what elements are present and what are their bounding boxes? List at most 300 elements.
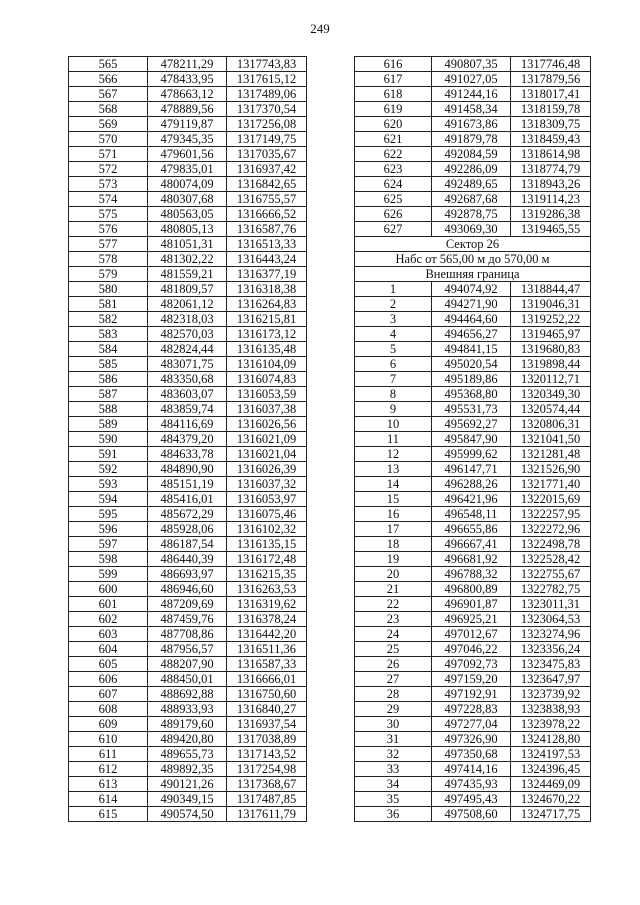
cell-x-coordinate: 497414,16 [432, 762, 511, 777]
cell-y-coordinate: 1316443,24 [227, 252, 307, 267]
table-row [69, 522, 307, 537]
cell-x-coordinate: 479601,56 [148, 147, 227, 162]
table-row [355, 522, 591, 537]
cell-x-coordinate: 487956,57 [148, 642, 227, 657]
cell-x-coordinate: 496681,92 [432, 552, 511, 567]
cell-point-number: 8 [355, 387, 432, 402]
cell-point-number: 23 [355, 612, 432, 627]
cell-y-coordinate: 1316037,38 [227, 402, 307, 417]
cell-y-coordinate: 1322755,67 [511, 567, 591, 582]
table-row [355, 702, 591, 717]
cell-y-coordinate: 1316135,15 [227, 537, 307, 552]
cell-y-coordinate: 1317035,67 [227, 147, 307, 162]
cell-point-number: 566 [69, 72, 148, 87]
cell-y-coordinate: 1317487,85 [227, 792, 307, 807]
cell-y-coordinate: 1317746,48 [511, 57, 591, 72]
table-row [69, 147, 307, 162]
table-row [355, 567, 591, 582]
table-row [355, 537, 591, 552]
cell-y-coordinate: 1322015,69 [511, 492, 591, 507]
table-row [355, 177, 591, 192]
cell-x-coordinate: 497192,91 [432, 687, 511, 702]
table-row [69, 627, 307, 642]
table-row [69, 732, 307, 747]
sector-range: Набс от 565,00 м до 570,00 м [355, 252, 591, 267]
table-row [355, 207, 591, 222]
cell-point-number: 32 [355, 747, 432, 762]
cell-x-coordinate: 478433,95 [148, 72, 227, 87]
cell-point-number: 575 [69, 207, 148, 222]
cell-y-coordinate: 1323647,97 [511, 672, 591, 687]
cell-point-number: 7 [355, 372, 432, 387]
cell-y-coordinate: 1320349,30 [511, 387, 591, 402]
table-row [355, 657, 591, 672]
table-row [69, 297, 307, 312]
cell-point-number: 620 [355, 117, 432, 132]
cell-x-coordinate: 486440,39 [148, 552, 227, 567]
cell-x-coordinate: 497508,60 [432, 807, 511, 822]
cell-x-coordinate: 491673,86 [432, 117, 511, 132]
cell-y-coordinate: 1324670,22 [511, 792, 591, 807]
cell-x-coordinate: 488207,90 [148, 657, 227, 672]
cell-x-coordinate: 478889,56 [148, 102, 227, 117]
cell-y-coordinate: 1319465,55 [511, 222, 591, 237]
table-row [69, 702, 307, 717]
cell-x-coordinate: 495999,62 [432, 447, 511, 462]
cell-y-coordinate: 1323064,53 [511, 612, 591, 627]
table-row [69, 282, 307, 297]
cell-x-coordinate: 494271,90 [432, 297, 511, 312]
table-row [69, 222, 307, 237]
cell-x-coordinate: 488450,01 [148, 672, 227, 687]
cell-point-number: 605 [69, 657, 148, 672]
cell-x-coordinate: 497495,43 [432, 792, 511, 807]
cell-point-number: 606 [69, 672, 148, 687]
cell-x-coordinate: 484890,90 [148, 462, 227, 477]
cell-x-coordinate: 489655,73 [148, 747, 227, 762]
table-row [69, 477, 307, 492]
cell-x-coordinate: 494464,60 [432, 312, 511, 327]
cell-point-number: 568 [69, 102, 148, 117]
cell-point-number: 615 [69, 807, 148, 822]
cell-x-coordinate: 496788,32 [432, 567, 511, 582]
table-row [69, 582, 307, 597]
cell-y-coordinate: 1317615,12 [227, 72, 307, 87]
table-row [355, 162, 591, 177]
cell-point-number: 578 [69, 252, 148, 267]
cell-point-number: 574 [69, 192, 148, 207]
cell-x-coordinate: 496421,96 [432, 492, 511, 507]
cell-point-number: 600 [69, 582, 148, 597]
cell-x-coordinate: 497092,73 [432, 657, 511, 672]
cell-y-coordinate: 1316102,32 [227, 522, 307, 537]
cell-y-coordinate: 1324197,53 [511, 747, 591, 762]
table-row [69, 102, 307, 117]
table-row [69, 777, 307, 792]
table-row [69, 462, 307, 477]
table-row [355, 87, 591, 102]
cell-y-coordinate: 1317143,52 [227, 747, 307, 762]
cell-x-coordinate: 495020,54 [432, 357, 511, 372]
cell-y-coordinate: 1318309,75 [511, 117, 591, 132]
cell-x-coordinate: 497228,83 [432, 702, 511, 717]
table-row [69, 117, 307, 132]
table-row [69, 492, 307, 507]
table-row [69, 762, 307, 777]
cell-point-number: 9 [355, 402, 432, 417]
cell-y-coordinate: 1320112,71 [511, 372, 591, 387]
cell-y-coordinate: 1320806,31 [511, 417, 591, 432]
cell-x-coordinate: 495847,90 [432, 432, 511, 447]
cell-y-coordinate: 1316587,76 [227, 222, 307, 237]
cell-x-coordinate: 489892,35 [148, 762, 227, 777]
cell-y-coordinate: 1316750,60 [227, 687, 307, 702]
cell-y-coordinate: 1316755,57 [227, 192, 307, 207]
cell-x-coordinate: 490574,50 [148, 807, 227, 822]
table-row [69, 342, 307, 357]
table-row [355, 117, 591, 132]
cell-y-coordinate: 1317370,54 [227, 102, 307, 117]
cell-point-number: 590 [69, 432, 148, 447]
table-row [69, 807, 307, 822]
cell-y-coordinate: 1319898,44 [511, 357, 591, 372]
table-row [355, 477, 591, 492]
cell-point-number: 571 [69, 147, 148, 162]
cell-y-coordinate: 1323475,83 [511, 657, 591, 672]
sector-title-row [355, 237, 591, 252]
cell-point-number: 623 [355, 162, 432, 177]
table-row [69, 687, 307, 702]
cell-x-coordinate: 492286,09 [432, 162, 511, 177]
cell-point-number: 11 [355, 432, 432, 447]
cell-y-coordinate: 1316263,53 [227, 582, 307, 597]
cell-y-coordinate: 1319252,22 [511, 312, 591, 327]
sector-title: Сектор 26 [355, 237, 591, 252]
table-row [355, 672, 591, 687]
table-row [355, 492, 591, 507]
table-row [355, 147, 591, 162]
cell-x-coordinate: 496925,21 [432, 612, 511, 627]
cell-point-number: 24 [355, 627, 432, 642]
cell-y-coordinate: 1322782,75 [511, 582, 591, 597]
cell-y-coordinate: 1321526,90 [511, 462, 591, 477]
cell-y-coordinate: 1322498,78 [511, 537, 591, 552]
cell-point-number: 602 [69, 612, 148, 627]
cell-y-coordinate: 1316377,19 [227, 267, 307, 282]
table-row [69, 552, 307, 567]
cell-point-number: 16 [355, 507, 432, 522]
table-row [69, 207, 307, 222]
cell-point-number: 601 [69, 597, 148, 612]
cell-point-number: 596 [69, 522, 148, 537]
cell-x-coordinate: 490349,15 [148, 792, 227, 807]
cell-point-number: 29 [355, 702, 432, 717]
cell-y-coordinate: 1317611,79 [227, 807, 307, 822]
cell-point-number: 20 [355, 567, 432, 582]
cell-point-number: 576 [69, 222, 148, 237]
cell-point-number: 22 [355, 597, 432, 612]
cell-x-coordinate: 487708,86 [148, 627, 227, 642]
cell-y-coordinate: 1316021,09 [227, 432, 307, 447]
table-row [355, 627, 591, 642]
cell-y-coordinate: 1316021,04 [227, 447, 307, 462]
cell-point-number: 36 [355, 807, 432, 822]
cell-point-number: 618 [355, 87, 432, 102]
table-row [355, 372, 591, 387]
table-row [355, 297, 591, 312]
table-row [355, 102, 591, 117]
cell-x-coordinate: 495531,73 [432, 402, 511, 417]
cell-point-number: 584 [69, 342, 148, 357]
cell-point-number: 610 [69, 732, 148, 747]
table-row [355, 792, 591, 807]
cell-x-coordinate: 497326,90 [432, 732, 511, 747]
cell-y-coordinate: 1323978,22 [511, 717, 591, 732]
cell-x-coordinate: 481051,31 [148, 237, 227, 252]
cell-x-coordinate: 482061,12 [148, 297, 227, 312]
cell-point-number: 572 [69, 162, 148, 177]
table-row [69, 357, 307, 372]
table-row [69, 162, 307, 177]
cell-y-coordinate: 1316937,54 [227, 717, 307, 732]
cell-y-coordinate: 1323011,31 [511, 597, 591, 612]
cell-point-number: 10 [355, 417, 432, 432]
cell-y-coordinate: 1316840,27 [227, 702, 307, 717]
cell-point-number: 614 [69, 792, 148, 807]
cell-y-coordinate: 1319286,38 [511, 207, 591, 222]
cell-y-coordinate: 1316264,83 [227, 297, 307, 312]
cell-point-number: 609 [69, 717, 148, 732]
cell-point-number: 588 [69, 402, 148, 417]
cell-x-coordinate: 479835,01 [148, 162, 227, 177]
cell-x-coordinate: 482318,03 [148, 312, 227, 327]
cell-x-coordinate: 480563,05 [148, 207, 227, 222]
cell-point-number: 595 [69, 507, 148, 522]
cell-x-coordinate: 483859,74 [148, 402, 227, 417]
cell-x-coordinate: 483071,75 [148, 357, 227, 372]
cell-point-number: 25 [355, 642, 432, 657]
cell-point-number: 27 [355, 672, 432, 687]
table-row [355, 132, 591, 147]
cell-y-coordinate: 1316442,20 [227, 627, 307, 642]
cell-x-coordinate: 497350,68 [432, 747, 511, 762]
cell-x-coordinate: 481302,22 [148, 252, 227, 267]
cell-y-coordinate: 1323356,24 [511, 642, 591, 657]
cell-point-number: 28 [355, 687, 432, 702]
cell-point-number: 583 [69, 327, 148, 342]
cell-x-coordinate: 478211,29 [148, 57, 227, 72]
cell-y-coordinate: 1319465,97 [511, 327, 591, 342]
cell-point-number: 1 [355, 282, 432, 297]
cell-point-number: 608 [69, 702, 148, 717]
cell-x-coordinate: 483350,68 [148, 372, 227, 387]
coordinates-table-right [354, 56, 591, 822]
cell-point-number: 34 [355, 777, 432, 792]
cell-x-coordinate: 495692,27 [432, 417, 511, 432]
cell-point-number: 589 [69, 417, 148, 432]
cell-x-coordinate: 497046,22 [432, 642, 511, 657]
cell-point-number: 622 [355, 147, 432, 162]
cell-x-coordinate: 479119,87 [148, 117, 227, 132]
cell-y-coordinate: 1324396,45 [511, 762, 591, 777]
table-row [355, 357, 591, 372]
table-row [69, 567, 307, 582]
cell-y-coordinate: 1319114,23 [511, 192, 591, 207]
table-row [69, 237, 307, 252]
cell-y-coordinate: 1319046,31 [511, 297, 591, 312]
cell-x-coordinate: 494656,27 [432, 327, 511, 342]
cell-y-coordinate: 1317256,08 [227, 117, 307, 132]
cell-x-coordinate: 492084,59 [432, 147, 511, 162]
table-row [69, 72, 307, 87]
table-row [355, 432, 591, 447]
table-row [355, 312, 591, 327]
cell-point-number: 619 [355, 102, 432, 117]
cell-y-coordinate: 1316215,35 [227, 567, 307, 582]
cell-x-coordinate: 481809,57 [148, 282, 227, 297]
cell-x-coordinate: 485672,29 [148, 507, 227, 522]
table-row [69, 87, 307, 102]
cell-x-coordinate: 491879,78 [432, 132, 511, 147]
table-row [355, 447, 591, 462]
table-row [355, 582, 591, 597]
cell-x-coordinate: 497435,93 [432, 777, 511, 792]
cell-x-coordinate: 485151,19 [148, 477, 227, 492]
cell-y-coordinate: 1324717,75 [511, 807, 591, 822]
cell-x-coordinate: 479345,35 [148, 132, 227, 147]
cell-point-number: 14 [355, 477, 432, 492]
table-row [69, 177, 307, 192]
cell-x-coordinate: 491027,05 [432, 72, 511, 87]
cell-point-number: 587 [69, 387, 148, 402]
cell-point-number: 611 [69, 747, 148, 762]
page-number: 249 [310, 21, 330, 36]
cell-point-number: 585 [69, 357, 148, 372]
cell-y-coordinate: 1322272,96 [511, 522, 591, 537]
cell-point-number: 570 [69, 132, 148, 147]
cell-x-coordinate: 494074,92 [432, 282, 511, 297]
cell-y-coordinate: 1318774,79 [511, 162, 591, 177]
cell-y-coordinate: 1317368,67 [227, 777, 307, 792]
cell-x-coordinate: 490121,26 [148, 777, 227, 792]
table-row [69, 267, 307, 282]
cell-y-coordinate: 1318017,41 [511, 87, 591, 102]
table-row [355, 597, 591, 612]
cell-point-number: 594 [69, 492, 148, 507]
cell-y-coordinate: 1319680,83 [511, 342, 591, 357]
cell-x-coordinate: 496288,26 [432, 477, 511, 492]
cell-point-number: 625 [355, 192, 432, 207]
cell-x-coordinate: 493069,30 [432, 222, 511, 237]
cell-x-coordinate: 487209,69 [148, 597, 227, 612]
cell-y-coordinate: 1321771,40 [511, 477, 591, 492]
cell-x-coordinate: 486693,97 [148, 567, 227, 582]
cell-y-coordinate: 1322528,42 [511, 552, 591, 567]
table-row [355, 327, 591, 342]
cell-x-coordinate: 484379,20 [148, 432, 227, 447]
cell-y-coordinate: 1316587,33 [227, 657, 307, 672]
cell-x-coordinate: 492489,65 [432, 177, 511, 192]
table-row [355, 72, 591, 87]
cell-x-coordinate: 488692,88 [148, 687, 227, 702]
table-row [69, 132, 307, 147]
coordinates-table-left [68, 56, 307, 822]
cell-point-number: 19 [355, 552, 432, 567]
cell-y-coordinate: 1322257,95 [511, 507, 591, 522]
cell-y-coordinate: 1317149,75 [227, 132, 307, 147]
cell-x-coordinate: 497277,04 [432, 717, 511, 732]
cell-point-number: 30 [355, 717, 432, 732]
cell-x-coordinate: 496901,87 [432, 597, 511, 612]
cell-x-coordinate: 482824,44 [148, 342, 227, 357]
table-row [355, 717, 591, 732]
cell-y-coordinate: 1317489,06 [227, 87, 307, 102]
cell-y-coordinate: 1324469,09 [511, 777, 591, 792]
cell-y-coordinate: 1316318,38 [227, 282, 307, 297]
cell-point-number: 12 [355, 447, 432, 462]
cell-point-number: 597 [69, 537, 148, 552]
cell-x-coordinate: 480074,09 [148, 177, 227, 192]
cell-point-number: 567 [69, 87, 148, 102]
cell-y-coordinate: 1316378,24 [227, 612, 307, 627]
table-row [355, 402, 591, 417]
cell-point-number: 599 [69, 567, 148, 582]
table-row [355, 342, 591, 357]
cell-point-number: 2 [355, 297, 432, 312]
cell-y-coordinate: 1316104,09 [227, 357, 307, 372]
cell-y-coordinate: 1317038,89 [227, 732, 307, 747]
table-row [69, 312, 307, 327]
cell-x-coordinate: 485416,01 [148, 492, 227, 507]
cell-y-coordinate: 1323739,92 [511, 687, 591, 702]
cell-x-coordinate: 492878,75 [432, 207, 511, 222]
cell-x-coordinate: 482570,03 [148, 327, 227, 342]
cell-point-number: 617 [355, 72, 432, 87]
cell-y-coordinate: 1316135,48 [227, 342, 307, 357]
cell-x-coordinate: 486187,54 [148, 537, 227, 552]
table-row [355, 747, 591, 762]
cell-x-coordinate: 496800,89 [432, 582, 511, 597]
cell-y-coordinate: 1316666,52 [227, 207, 307, 222]
cell-x-coordinate: 489420,80 [148, 732, 227, 747]
cell-y-coordinate: 1324128,80 [511, 732, 591, 747]
cell-x-coordinate: 494841,15 [432, 342, 511, 357]
cell-point-number: 21 [355, 582, 432, 597]
cell-y-coordinate: 1317879,56 [511, 72, 591, 87]
boundary-title: Внешняя граница [355, 267, 591, 282]
table-row [69, 192, 307, 207]
table-row [69, 327, 307, 342]
cell-x-coordinate: 484116,69 [148, 417, 227, 432]
cell-y-coordinate: 1316172,48 [227, 552, 307, 567]
table-row [69, 432, 307, 447]
table-row [355, 642, 591, 657]
cell-x-coordinate: 485928,06 [148, 522, 227, 537]
cell-point-number: 603 [69, 627, 148, 642]
cell-point-number: 35 [355, 792, 432, 807]
table-row [69, 612, 307, 627]
table-row [355, 387, 591, 402]
table-row [69, 387, 307, 402]
cell-x-coordinate: 495189,86 [432, 372, 511, 387]
cell-y-coordinate: 1317254,98 [227, 762, 307, 777]
cell-x-coordinate: 496667,41 [432, 537, 511, 552]
cell-y-coordinate: 1316842,65 [227, 177, 307, 192]
cell-point-number: 4 [355, 327, 432, 342]
cell-y-coordinate: 1323274,96 [511, 627, 591, 642]
cell-point-number: 573 [69, 177, 148, 192]
table-row [355, 462, 591, 477]
